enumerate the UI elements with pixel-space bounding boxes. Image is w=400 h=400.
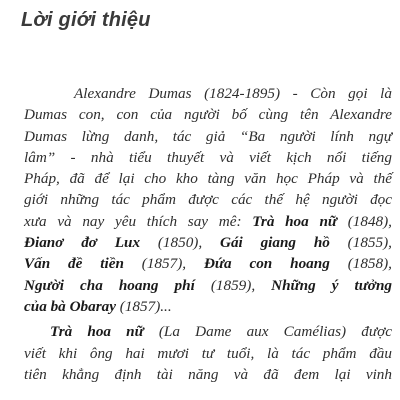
text-line: tiên khẳng định tài năng và đã đem lại vinh [24,365,392,383]
text-run: (1848), [337,212,392,230]
text-line: viết khi ông hai mươi tư tuổi, là tác phẩm đầu [24,344,392,362]
text-line [24,211,392,232]
book-title: Đianơ đơ Lux [24,234,141,252]
paragraph-2 [24,321,392,385]
text-line: giới những tác phẩm được các thế hệ người đọc [24,191,392,209]
text-run: (1859), [194,276,272,294]
paragraph-1 [24,83,392,317]
book-title: Trà hoa nữ [252,212,337,230]
book-title: Vấn đề tiền [24,255,124,273]
book-title: Người cha hoang phí [24,276,195,294]
text-line [24,232,392,253]
text-line: Dumas lừng danh, tác giả “Ba người lính ngự [24,127,392,145]
book-title: của bà Obaray [24,297,116,315]
page-heading: Lời giới thiệu [21,9,151,31]
introduction-text [24,83,392,385]
text-line [50,321,392,342]
text-run: (1857)... [115,297,172,315]
book-title: Những ý tưởng [271,276,392,294]
book-title: Đứa con hoang [203,255,330,273]
text-line: Dumas con, con của người bố cùng tên Alexandre [24,106,392,124]
text-line: lâm” - nhà tiểu thuyết và viết kịch nổi tiếng [24,148,392,166]
text-run: (1858), [329,255,392,273]
book-title: Gái giang hồ [219,234,330,252]
text-run: (1850), [140,234,220,252]
text-run: (1857), [123,255,204,273]
text-line: Pháp, đã để lại cho kho tàng văn học Pháp và thế [24,170,392,188]
text-run: (La Dame aux Camélias) được [143,323,392,341]
text-line [24,296,392,317]
text-line [24,275,392,296]
text-line: Alexandre Dumas (1824-1895) - Còn gọi là [74,85,392,102]
text-run: (1855), [329,234,392,252]
text-line [24,253,392,274]
book-title: Trà hoa nữ [50,323,144,341]
text-run: xưa và nay yêu thích say mê: [24,212,253,230]
